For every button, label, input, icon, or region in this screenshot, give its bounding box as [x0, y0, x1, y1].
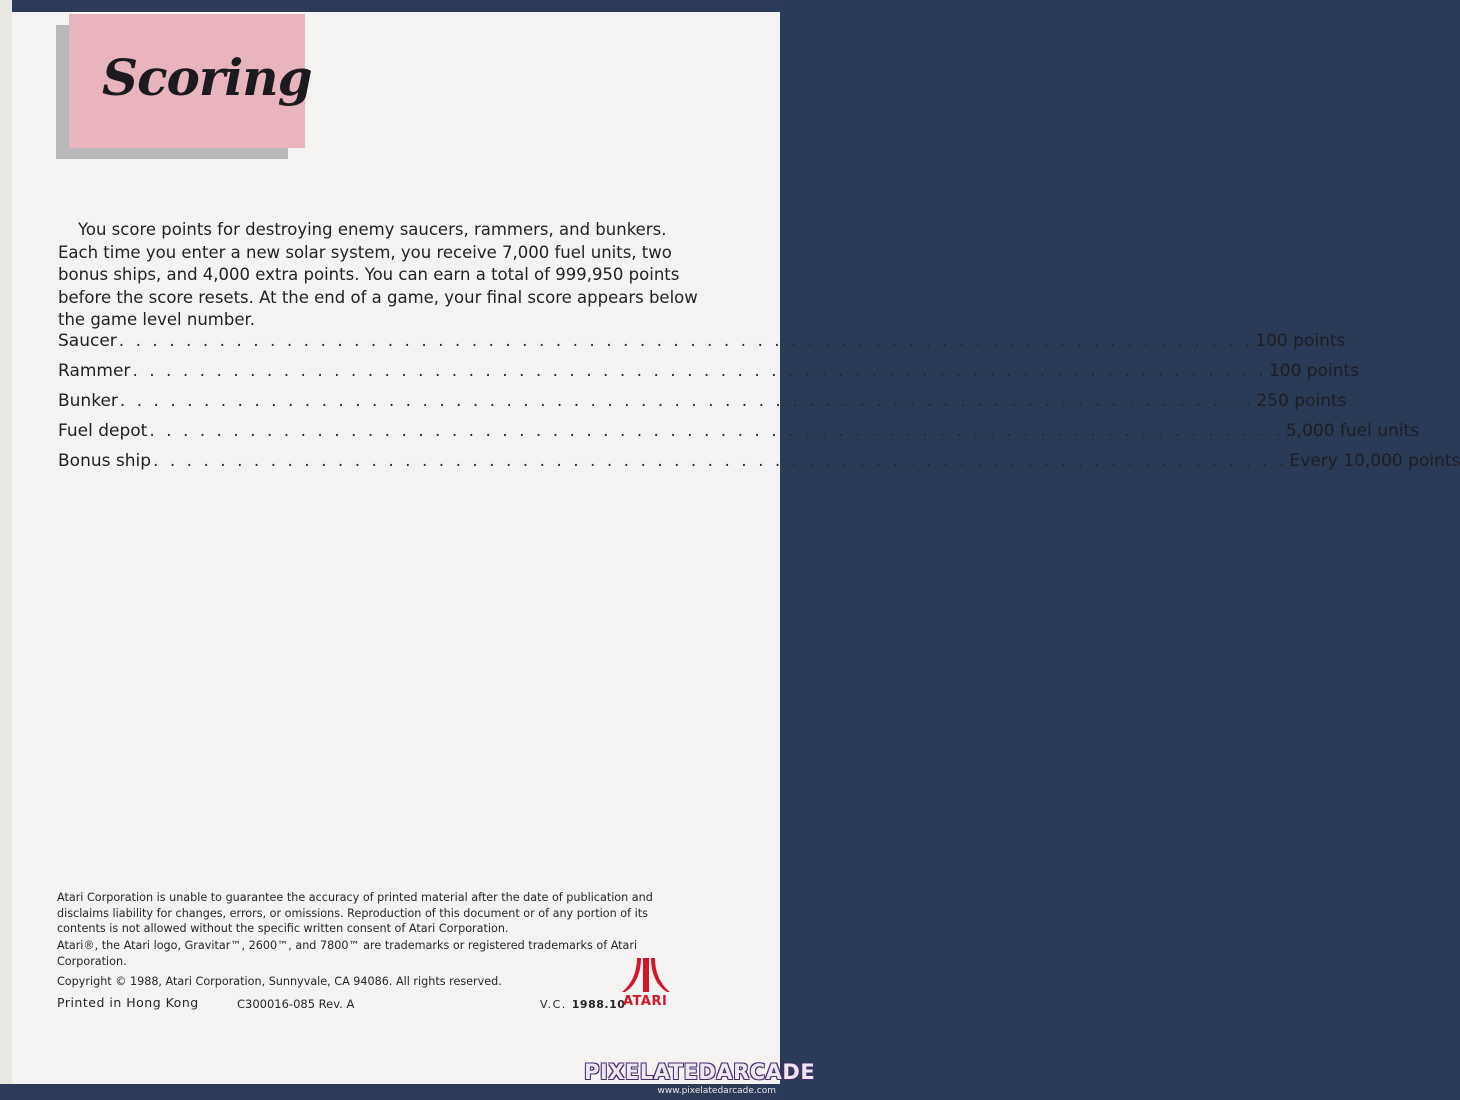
- leader-dots: [120, 391, 1255, 411]
- row-value: Every 10,000 points: [1289, 451, 1460, 471]
- leader-dots: [153, 451, 1288, 471]
- scoring-table: [58, 331, 1460, 481]
- row-value: 100 points: [1268, 361, 1360, 381]
- printed-in-text: Printed in Hong Kong: [57, 995, 199, 1010]
- table-row: [58, 391, 1347, 421]
- leader-dots: [149, 421, 1284, 441]
- row-item: Bonus ship: [58, 451, 152, 471]
- row-value: 5,000 fuel units: [1285, 421, 1420, 441]
- vc-code: [540, 998, 625, 1011]
- row-value: 250 points: [1256, 391, 1347, 411]
- row-item: Bunker: [58, 391, 118, 411]
- vc-prefix: V.C.: [540, 998, 567, 1011]
- row-value: 100 points: [1255, 331, 1346, 351]
- top-border: [0, 0, 781, 12]
- row-item: Fuel depot: [58, 421, 148, 441]
- page-title: Scoring: [102, 48, 312, 107]
- row-item: Rammer: [58, 361, 131, 381]
- intro-paragraph: You score points for destroying enemy saucers, rammers, and bunkers. Each time you enter a new solar system, you receive 7,000 fuel units, two bonus ships, and 4,000 extra points. You can earn a total of 999,950 points before the score resets. At the end of a game, your final score appears below the game level number.: [58, 220, 698, 329]
- atari-wordmark: ATARI: [623, 994, 668, 1009]
- row-item: Saucer: [58, 331, 117, 351]
- table-row: [58, 421, 1420, 451]
- watermark-url: www.pixelatedarcade.com: [657, 1086, 776, 1096]
- watermark-logo: PIXELATEDARCADE: [584, 1060, 816, 1084]
- left-border: [0, 0, 12, 1100]
- copyright-text: Copyright © 1988, Atari Corporation, Sunnyvale, CA 94086. All rights reserved.: [57, 975, 502, 988]
- table-row: [58, 331, 1346, 361]
- table-row: [58, 361, 1360, 391]
- part-number: C300016-085 Rev. A: [237, 997, 355, 1011]
- leader-dots: [119, 331, 1254, 351]
- disclaimer-text: Atari Corporation is unable to guarantee the accuracy of printed material after the date of publication and disclaims liability for changes, errors, or omissions. Reproduction of this document or of any portion of its contents is not allowed without the specific written consent of Atari Corporation.: [57, 891, 653, 935]
- vc-number: 1988.10: [571, 998, 626, 1011]
- trademark-text: Atari®, the Atari logo, Gravitar™, 2600™, and 7800™ are trademarks or registered trademarks of Atari Corporation.: [57, 939, 638, 968]
- leader-dots: [132, 361, 1267, 381]
- table-row: [58, 451, 1460, 481]
